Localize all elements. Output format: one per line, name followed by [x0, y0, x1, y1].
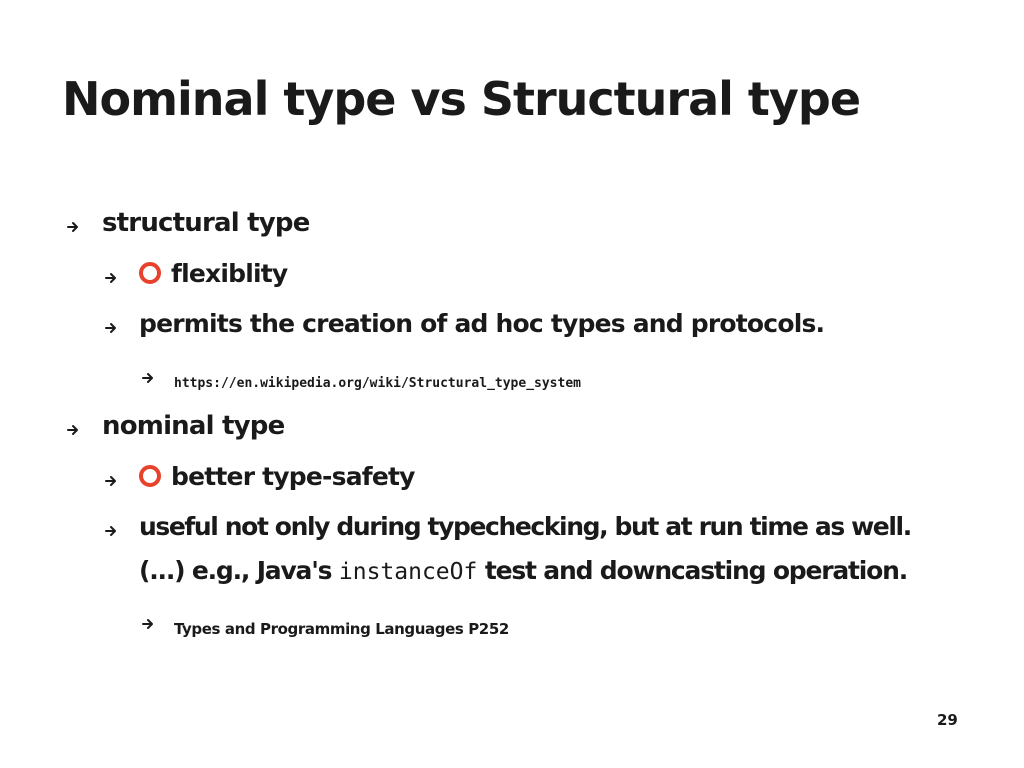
arrow-icon: [104, 321, 118, 335]
nominal-reference-book: Types and Programming Languages P252: [174, 620, 509, 638]
arrow-icon: [66, 423, 80, 437]
nominal-merit-text: better type-safety: [171, 462, 415, 491]
arrow-icon: [104, 474, 118, 488]
structural-merit: [139, 259, 287, 288]
arrow-icon: [104, 271, 118, 285]
nominal-merit: [139, 462, 415, 491]
circle-mark-icon: [139, 465, 161, 487]
arrow-icon: [66, 220, 80, 234]
nominal-description-suffix: test and downcasting operation.: [477, 556, 908, 585]
arrow-icon: [141, 617, 155, 631]
nominal-description-line1: useful not only during typechecking, but at run time as well.: [139, 512, 911, 541]
page-number: 29: [937, 711, 958, 729]
bullet-nominal-type: nominal type: [102, 411, 285, 441]
structural-merit-text: flexiblity: [171, 259, 288, 288]
arrow-icon: [141, 371, 155, 385]
slide-title: Nominal type vs Structural type: [62, 72, 861, 126]
structural-description: permits the creation of ad hoc types and protocols.: [139, 309, 825, 338]
instanceof-code: instanceOf: [338, 559, 478, 585]
nominal-description-line2: [139, 556, 907, 585]
bullet-structural-type: structural type: [102, 208, 310, 238]
circle-mark-icon: [139, 262, 161, 284]
arrow-icon: [104, 524, 118, 538]
structural-reference-link[interactable]: https://en.wikipedia.org/wiki/Structural_type_system: [174, 376, 581, 391]
nominal-description-prefix: (...) e.g., Java's: [139, 556, 339, 585]
